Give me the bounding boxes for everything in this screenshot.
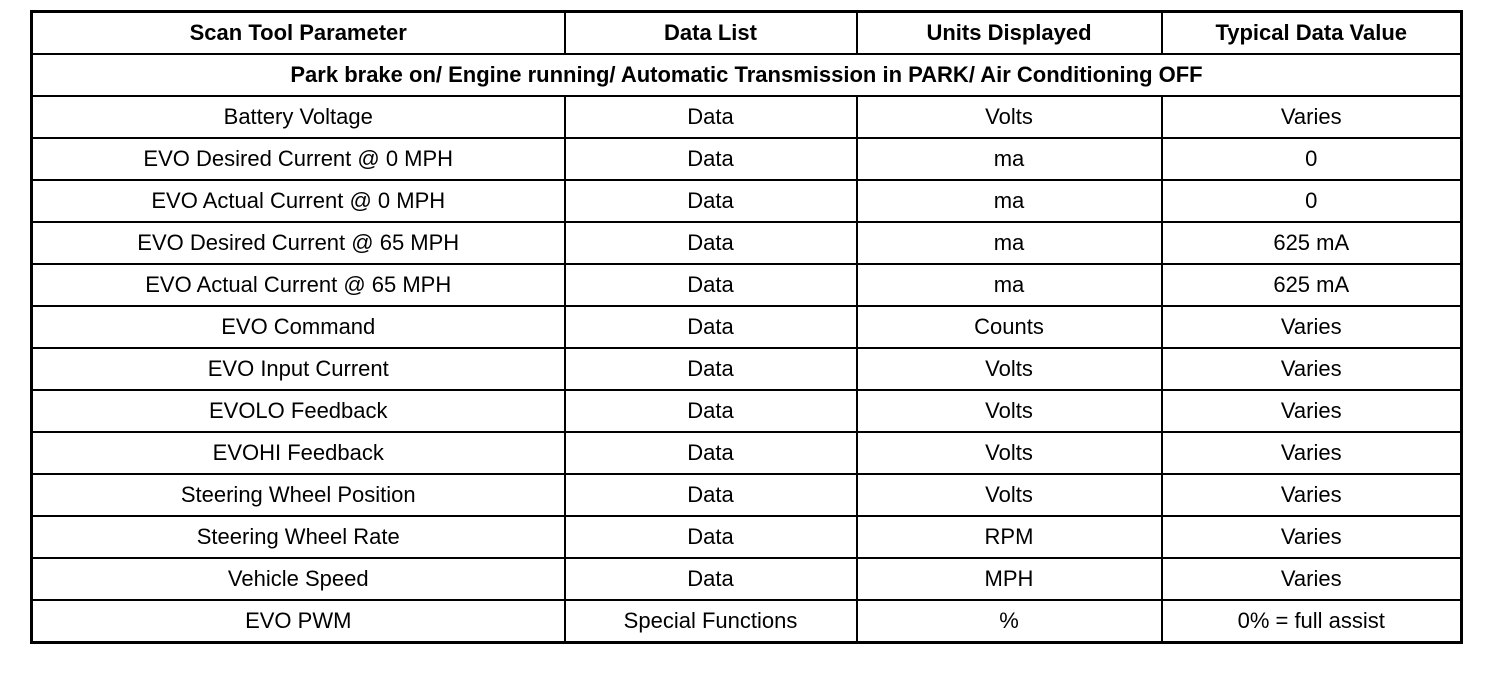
parameter-cell: EVOLO Feedback: [32, 390, 565, 432]
typical-value-cell: Varies: [1162, 306, 1462, 348]
table-row: [32, 390, 1462, 432]
data-list-cell: Data: [565, 138, 857, 180]
parameter-cell: Vehicle Speed: [32, 558, 565, 600]
typical-value-cell: Varies: [1162, 558, 1462, 600]
typical-value-cell: Varies: [1162, 474, 1462, 516]
table-row: [32, 474, 1462, 516]
units-cell: Volts: [857, 432, 1162, 474]
data-list-cell: Data: [565, 180, 857, 222]
units-cell: ma: [857, 180, 1162, 222]
typical-value-cell: Varies: [1162, 390, 1462, 432]
typical-value-cell: 625 mA: [1162, 222, 1462, 264]
typical-value-cell: 0: [1162, 138, 1462, 180]
table-header-row: [32, 12, 1462, 55]
units-cell: Counts: [857, 306, 1162, 348]
units-cell: Volts: [857, 390, 1162, 432]
header-data-list: Data List: [565, 12, 857, 55]
table-row: [32, 306, 1462, 348]
typical-value-cell: Varies: [1162, 96, 1462, 138]
table-row: [32, 180, 1462, 222]
parameter-cell: EVOHI Feedback: [32, 432, 565, 474]
data-list-cell: Data: [565, 516, 857, 558]
units-cell: ma: [857, 222, 1162, 264]
units-cell: Volts: [857, 96, 1162, 138]
typical-value-cell: Varies: [1162, 432, 1462, 474]
parameter-cell: EVO Command: [32, 306, 565, 348]
header-units-displayed: Units Displayed: [857, 12, 1162, 55]
parameter-cell: EVO Actual Current @ 0 MPH: [32, 180, 565, 222]
parameter-cell: Steering Wheel Position: [32, 474, 565, 516]
table-row: [32, 222, 1462, 264]
units-cell: Volts: [857, 474, 1162, 516]
table-row: [32, 558, 1462, 600]
table-row: [32, 600, 1462, 643]
units-cell: %: [857, 600, 1162, 643]
data-list-cell: Data: [565, 96, 857, 138]
units-cell: RPM: [857, 516, 1162, 558]
data-list-cell: Special Functions: [565, 600, 857, 643]
parameter-cell: Steering Wheel Rate: [32, 516, 565, 558]
parameter-cell: EVO PWM: [32, 600, 565, 643]
table-row: [32, 264, 1462, 306]
scan-tool-data-table: [30, 10, 1463, 644]
typical-value-cell: 0: [1162, 180, 1462, 222]
typical-value-cell: Varies: [1162, 348, 1462, 390]
test-condition: Park brake on/ Engine running/ Automatic Transmission in PARK/ Air Conditioning OFF: [32, 54, 1462, 96]
units-cell: Volts: [857, 348, 1162, 390]
table-row: [32, 138, 1462, 180]
units-cell: MPH: [857, 558, 1162, 600]
parameter-cell: EVO Actual Current @ 65 MPH: [32, 264, 565, 306]
table-row: [32, 432, 1462, 474]
table-row: [32, 516, 1462, 558]
data-list-cell: Data: [565, 348, 857, 390]
data-list-cell: Data: [565, 558, 857, 600]
condition-row: [32, 54, 1462, 96]
data-list-cell: Data: [565, 474, 857, 516]
parameter-cell: Battery Voltage: [32, 96, 565, 138]
table-row: [32, 96, 1462, 138]
typical-value-cell: Varies: [1162, 516, 1462, 558]
units-cell: ma: [857, 138, 1162, 180]
table-row: [32, 348, 1462, 390]
header-scan-tool-parameter: Scan Tool Parameter: [32, 12, 565, 55]
header-typical-data-value: Typical Data Value: [1162, 12, 1462, 55]
parameter-cell: EVO Desired Current @ 65 MPH: [32, 222, 565, 264]
data-list-cell: Data: [565, 306, 857, 348]
parameter-cell: EVO Desired Current @ 0 MPH: [32, 138, 565, 180]
typical-value-cell: 625 mA: [1162, 264, 1462, 306]
parameter-cell: EVO Input Current: [32, 348, 565, 390]
data-list-cell: Data: [565, 432, 857, 474]
units-cell: ma: [857, 264, 1162, 306]
data-list-cell: Data: [565, 264, 857, 306]
data-list-cell: Data: [565, 222, 857, 264]
typical-value-cell: 0% = full assist: [1162, 600, 1462, 643]
data-list-cell: Data: [565, 390, 857, 432]
